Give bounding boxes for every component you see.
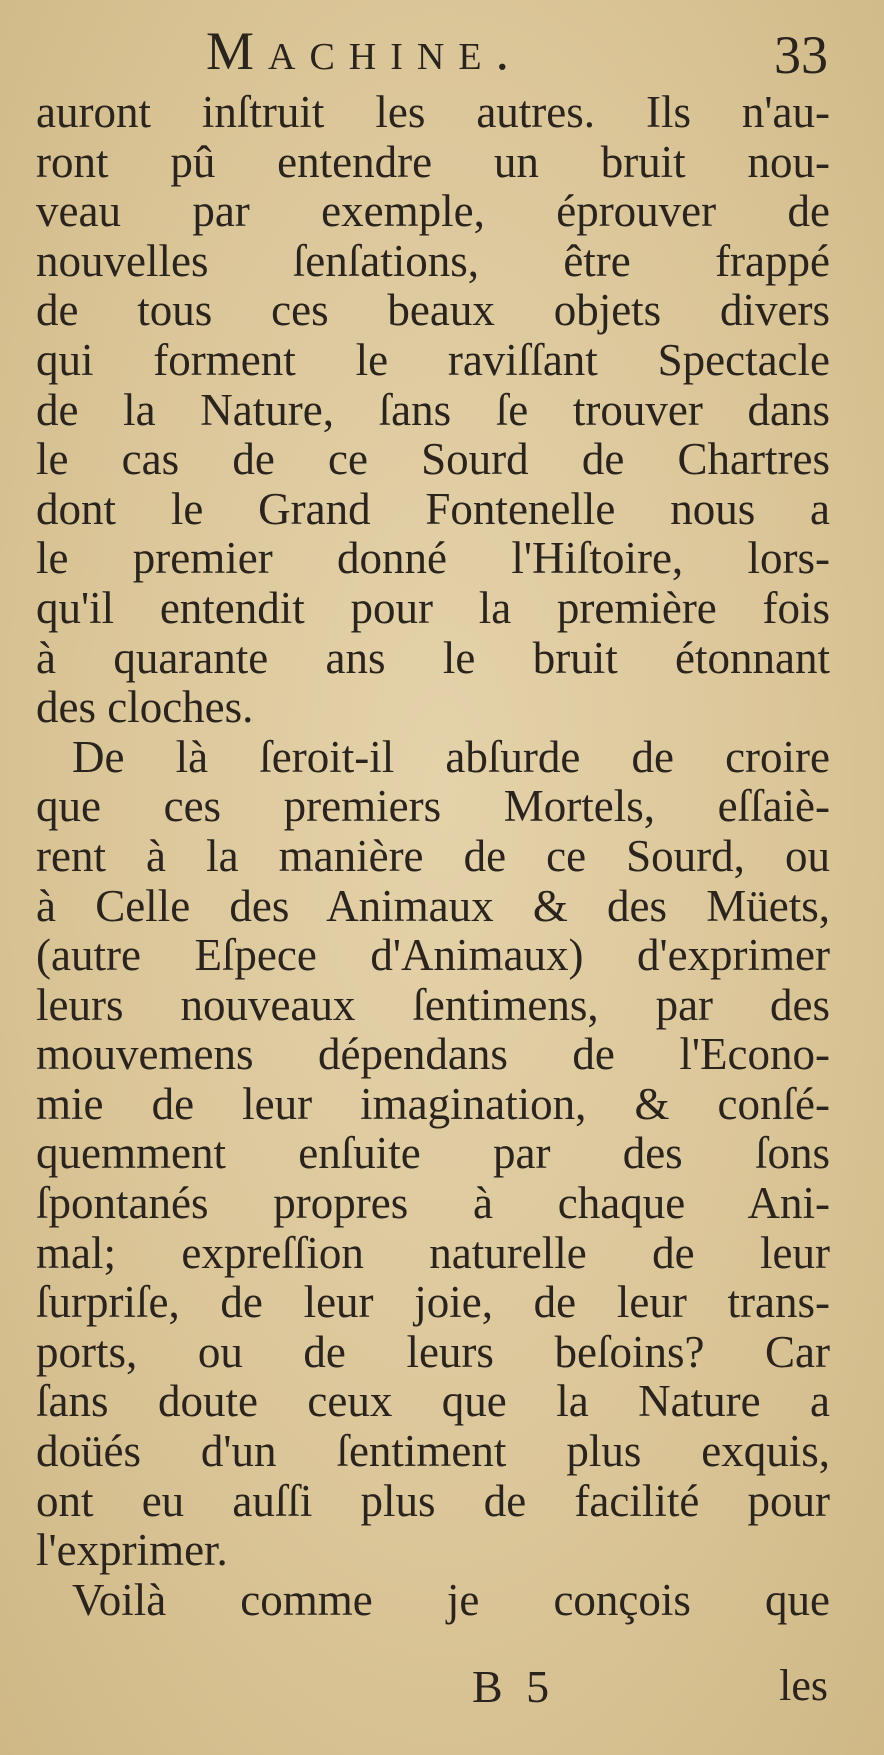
text-line: auront inſtruit les autres. Ils n'au- <box>36 87 830 137</box>
text-line: Voilà comme je conçois que <box>72 1574 830 1625</box>
text-line: quemment enſuite par des ſons <box>36 1128 830 1179</box>
body-text <box>36 88 830 1625</box>
text-line: ont eu auſſi plus de facilité pour <box>36 1475 830 1526</box>
text-line: doüés d'un ſentiment plus exquis, <box>36 1426 830 1477</box>
text-line: ſans doute ceux que la Nature a <box>36 1376 830 1427</box>
text-line: ſurpriſe, de leur joie, de leur trans- <box>36 1277 830 1328</box>
text-line: de tous ces beaux objets divers <box>36 285 830 336</box>
text-line: veau par exemple, éprouver de <box>36 186 830 237</box>
page-header <box>0 14 884 94</box>
page-footer <box>0 1660 884 1730</box>
page-number: 33 <box>774 25 828 85</box>
text-line: qu'il entendit pour la première fois <box>36 582 830 633</box>
text-line: l'exprimer. <box>36 1525 228 1576</box>
text-line: ſpontanés propres à chaque Ani- <box>36 1178 830 1229</box>
text-line: de la Nature, ſans ſe trouver dans <box>36 384 830 435</box>
text-line: ports, ou de leurs beſoins? Car <box>36 1326 830 1377</box>
text-line: nouvelles ſenſations, être frappé <box>36 235 830 286</box>
text-line: rent à la manière de ce Sourd, ou <box>36 830 830 881</box>
text-line: leurs nouveaux ſentimens, par des <box>36 979 830 1030</box>
text-line: que ces premiers Mortels, eſſaiè- <box>36 781 830 832</box>
running-title: Machine. <box>206 21 524 81</box>
text-line: ront pû entendre un bruit nou- <box>36 136 830 187</box>
signature-mark: B 5 <box>472 1661 556 1712</box>
text-line: qui forment le raviſſant Spectacle <box>36 334 830 385</box>
text-line: (autre Eſpece d'Animaux) d'exprimer <box>36 930 830 981</box>
text-line: à quarante ans le bruit étonnant <box>36 632 830 683</box>
text-line: dont le Grand Fontenelle nous a <box>36 483 830 534</box>
text-line: à Celle des Animaux & des Müets, <box>36 880 830 931</box>
text-line: mie de leur imagination, & conſé- <box>36 1078 830 1129</box>
catchword: les <box>779 1661 828 1710</box>
text-line: mal; expreſſion naturelle de leur <box>36 1227 830 1278</box>
text-line: mouvemens dépendans de l'Econo- <box>36 1029 830 1080</box>
text-line: des cloches. <box>36 682 254 733</box>
text-line: le premier donné l'Hiſtoire, lors- <box>36 533 830 584</box>
text-line: le cas de ce Sourd de Chartres <box>36 434 830 485</box>
text-line: De là ſeroit-il abſurde de croire <box>72 731 830 782</box>
